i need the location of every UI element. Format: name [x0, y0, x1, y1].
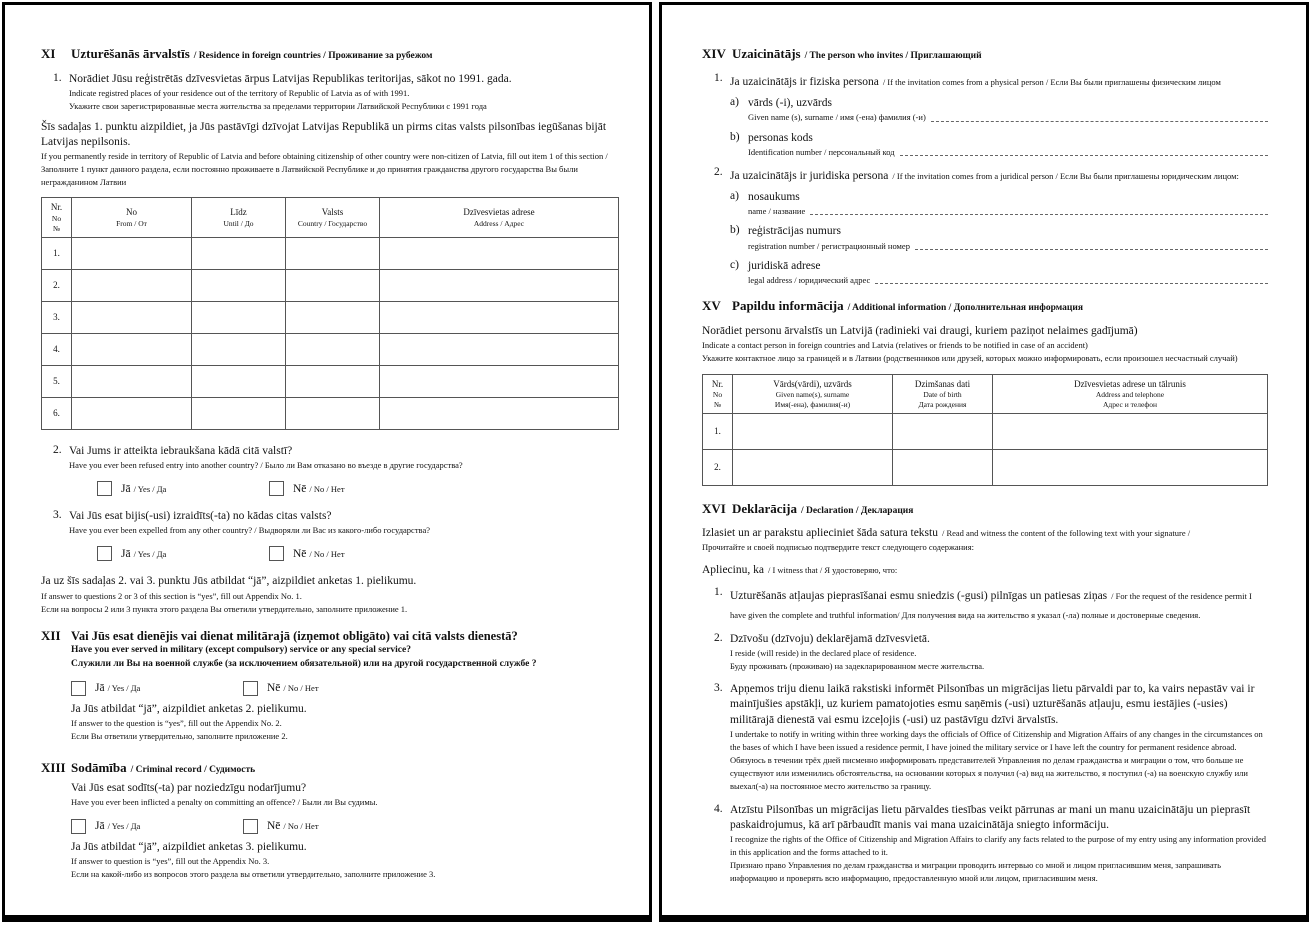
no-option — [243, 819, 415, 834]
decl-4-number: 4. — [714, 802, 723, 815]
yes-option — [71, 681, 243, 696]
xii-title-lv: Vai Jūs esat dienējis vai dienat militārajā (izņemot obligāto) vai citā valsts dienestā? — [71, 628, 518, 643]
xi-item-1-en: Indicate registred places of your residence out of the territory of Republic of Latvia as of with 1991. — [69, 88, 410, 99]
field-label-lv: reģistrācijas numurs — [748, 225, 841, 238]
xi-note — [41, 574, 619, 616]
letter-b: b) — [730, 130, 740, 143]
cell-address[interactable] — [380, 397, 619, 429]
row-number: 1. — [42, 237, 72, 269]
xiii-options — [71, 819, 619, 834]
section-xi-title: Uzturēšanās ārvalstīs / Residence in foreign countries / Проживание за рубежом — [71, 46, 433, 61]
xv-paragraph-en: Indicate a contact person in foreign countries and Latvia (relatives or friends to be notified in case of an accident) — [702, 340, 1088, 351]
field-label-sub: legal address / юридический адрес — [748, 274, 871, 285]
decl-1-sub: / For the request of the residence permit I have given the complete and truthful information/ Для получения вида на жительство я указал (-ла) полные и достоверные сведения. — [730, 591, 1252, 620]
field-label-lv: juridiskā adrese — [748, 259, 821, 272]
decl-1-number: 1. — [714, 586, 723, 599]
xii-title-ru: Служили ли Вы на военной службе (за исключением обязательной) или на другой государственной службе ? — [71, 658, 537, 669]
section-xvi-number: XVI — [702, 500, 726, 516]
xiii-note — [71, 840, 619, 882]
xv-paragraph-lv: Norādiet personu ārvalstīs un Latvijā (radinieki vai draugi, kuriem paziņot nelaimes gadījumā) — [702, 325, 1138, 338]
yes-label: Jā — [95, 820, 105, 833]
decl-3-number: 3. — [714, 682, 723, 695]
section-xiii-heading — [41, 759, 619, 893]
xi-note-en: If answer to questions 2 or 3 of this section is “yes”, fill out Appendix No. 1. — [41, 590, 302, 601]
xiv-item-2-title: Ja uzaicinātājs ir juridiska persona / If the invitation comes from a juridical person / Если Вы были приглашены юридическим лицом: — [730, 169, 1239, 182]
xiv-item-1 — [702, 72, 1268, 159]
checkbox-no[interactable] — [269, 546, 284, 561]
xiv-field-name — [730, 96, 1268, 124]
row-number: 2. — [42, 269, 72, 301]
xi-note-ru: Если на вопросы 2 или 3 пункта этого раздела Вы ответили утвердительно, заполните приложение 1. — [41, 603, 408, 614]
no-label-sub: / No / Нет — [283, 821, 319, 832]
xiv-item-2-number: 2. — [714, 165, 723, 178]
xi-question-2 — [41, 444, 619, 502]
xi-q2-sub: Have you ever been refused entry into another country? / Было ли Вам отказано во въезде в другие государства? — [69, 459, 463, 470]
page-left-content — [5, 5, 649, 893]
xi-q3-lv: Vai Jūs esat bijis(-usi) izraidīts(-ta) no kādas citas valsts? — [69, 510, 332, 523]
cell-name[interactable] — [733, 413, 893, 449]
xi-q3-sub: Have you ever been expelled from any other country? / Выдворяли ли Вас из какого-либо государства? — [69, 525, 430, 536]
table-row — [42, 333, 619, 365]
cell-country[interactable] — [286, 333, 380, 365]
row-number: 5. — [42, 365, 72, 397]
section-xv-heading — [702, 297, 1268, 315]
declaration-item-4 — [702, 803, 1268, 886]
checkbox-yes[interactable] — [97, 546, 112, 561]
xi-q3-number: 3. — [53, 509, 62, 522]
cell-address[interactable] — [380, 237, 619, 269]
letter-a: a) — [730, 190, 739, 203]
decl-1-lv: Uzturēšanās atļaujas pieprasīšanai esmu sniedzis (-gusi) pilnīgas un patiesas ziņas — [730, 590, 1108, 603]
xiv-item-1-title: Ja uzaicinātājs ir fiziska persona / If the invitation comes from a physical person / Если Вы были приглашены физическим лицом — [730, 76, 1221, 88]
cell-dob[interactable] — [893, 449, 993, 485]
cell-address[interactable] — [380, 269, 619, 301]
no-label: Nē — [293, 547, 307, 560]
xiii-note-en: If answer to question is “yes”, fill out the Appendix No. 3. — [71, 855, 270, 866]
cell-country[interactable] — [286, 301, 380, 333]
no-label-sub: / No / Нет — [283, 683, 319, 694]
xi-item-1-ru: Укажите свои зарегистрированные места жительства за пределами территории Латвийской Республики с 1991 года — [69, 101, 487, 112]
no-label: Nē — [267, 682, 281, 695]
cell-address-phone[interactable] — [993, 449, 1268, 485]
col-header-until: Līdz Until / До — [192, 198, 286, 237]
checkbox-yes[interactable] — [97, 481, 112, 496]
table-row — [42, 365, 619, 397]
cell-from[interactable] — [72, 269, 192, 301]
section-xvi-title: Deklarācija / Declaration / Декларация — [732, 500, 914, 516]
contact-table-header-row — [703, 374, 1268, 413]
section-xi-heading — [41, 45, 619, 63]
registration-number-input-line[interactable] — [915, 248, 1268, 250]
table-row — [703, 449, 1268, 485]
page-left — [2, 2, 652, 922]
xiv-field-legal-address — [730, 259, 1268, 287]
table-row — [42, 237, 619, 269]
xi-q2-lv: Vai Jums ir atteikta iebraukšana kādā citā valstī? — [69, 444, 293, 457]
cell-country[interactable] — [286, 397, 380, 429]
row-number: 4. — [42, 333, 72, 365]
field-label-lv: personas kods — [748, 131, 813, 144]
yes-label: Jā — [121, 547, 131, 560]
decl-4-lv: Atzīstu Pilsonības un migrācijas lietu pārvaldes tiesības veikt pārrunas ar mani un manu uzaicinātāju un pieprasīt paskaidrojumus, kā arī pārbaudīt manis vai mana uzaicinātāja sniegto informāciju. — [730, 803, 1251, 831]
cell-address[interactable] — [380, 365, 619, 397]
no-label: Nē — [267, 820, 281, 833]
no-option — [269, 546, 441, 561]
section-xiii-body — [71, 759, 619, 893]
yes-option — [71, 819, 243, 834]
page-right-content — [662, 5, 1306, 886]
xi-item-1 — [41, 72, 619, 114]
row-number: 6. — [42, 397, 72, 429]
field-label-lv: nosaukums — [748, 191, 800, 204]
xiv-item-2 — [702, 166, 1268, 287]
checkbox-no[interactable] — [243, 681, 258, 696]
residence-table-header-row — [42, 198, 619, 237]
yes-option — [97, 481, 269, 496]
cell-dob[interactable] — [893, 413, 993, 449]
letter-b: b) — [730, 224, 740, 237]
decl-2-ru: Буду проживать (проживаю) на задекларированном месте жительства. — [730, 661, 985, 671]
xii-note-lv: Ja Jūs atbildat “jā”, aizpildiet anketas 2. pielikumu. — [71, 702, 307, 715]
cell-until[interactable] — [192, 397, 286, 429]
xiii-q-sub: Have you ever been inflicted a penalty on committing an offence? / Были ли Вы судимы. — [71, 797, 378, 808]
section-xv-title: Papildu informācija / Additional information / Дополнительная информация — [732, 298, 1083, 314]
cell-from[interactable] — [72, 333, 192, 365]
xiv-field-company-name — [730, 190, 1268, 218]
col-header-nr: Nr. No № — [42, 198, 72, 237]
no-label: Nē — [293, 482, 307, 495]
yes-label: Jā — [121, 482, 131, 495]
col-header-address-phone: Dzīvesvietas adrese un tālrunis Address and telephone Адрес и телефон — [993, 374, 1268, 413]
checkbox-yes[interactable] — [71, 819, 86, 834]
xi-intro-lv: Šīs sadaļas 1. punktu aizpildiet, ja Jūs pastāvīgi dzīvojat Latvijas Republikā un pirms citas valsts pilsonības iegūšanas bijāt Latvijas nepilsonis. — [41, 120, 607, 148]
xi-item-1-lv: Norādiet Jūsu reģistrētās dzīvesvietas ārpus Latvijas Republikas teritorijas, sākot no 1991. gada. — [69, 73, 512, 85]
decl-4-en: I recognize the rights of the Office of Citizenship and Migration Affairs to clarify any facts related to the purpose of my entry using any information provided in this application and the forms attached to it. — [730, 833, 1266, 858]
xiii-title: Sodāmība / Criminal record / Судимость — [71, 760, 256, 776]
decl-3-lv: Apņemos triju dienu laikā rakstiski informēt Pilsonības un migrācijas lietu pārvaldi par to, ka vairs nepastāv vai ir mainījušies apstākļi, uz kuriem pamatojoties esmu saņēmis (-usi) uzturēšanās atļauju, esmu iestājies (-usies) militārajā dienestā vai esmu izceļojis (-usi) uz pastāvīgu dzīvi ārvalstīs. — [730, 683, 1255, 726]
cell-until[interactable] — [192, 365, 286, 397]
personal-code-input-line[interactable] — [900, 154, 1268, 156]
section-xi-number: XI — [41, 46, 56, 61]
decl-2-lv: Dzīvošu (dzīvoju) deklarējamā dzīvesvietā. — [730, 632, 930, 645]
decl-3-ru: Обязуюсь в течении трёх дней писменно информировать представителей Управления по делам гражданства и миграции о том, что больше не существуют или изменились обстоятельства, на основании которых я получил (-а) вид на жительство, я поступил (-а) на военскую службу или выехал(-а) на постоянное место жительство за границу. — [730, 755, 1248, 792]
checkbox-no[interactable] — [269, 481, 284, 496]
cell-address[interactable] — [380, 333, 619, 365]
yes-label-sub: / Yes / Да — [133, 483, 167, 494]
checkbox-no[interactable] — [243, 819, 258, 834]
xii-note-en: If answer to the question is “yes”, fill out the Appendix No. 2. — [71, 717, 282, 728]
decl-4-ru: Признаю право Управления по делам гражданства и миграции проводить интервью со мной и лицом пригласившим меня, запрашивать информацию и проверять всю информацию, предоставленную мной или лицом, пригласившим меня. — [730, 860, 1221, 884]
cell-country[interactable] — [286, 269, 380, 301]
field-label-sub: name / название — [748, 206, 806, 217]
yes-label-sub: / Yes / Да — [133, 548, 167, 559]
cell-from[interactable] — [72, 397, 192, 429]
col-header-address: Dzīvesvietas adrese Address / Адрес — [380, 198, 619, 237]
xiv-field-registration-number — [730, 224, 1268, 252]
contact-person-table — [702, 374, 1268, 486]
yes-label-sub: / Yes / Да — [107, 683, 141, 694]
xi-q3-options — [69, 546, 619, 561]
cell-from[interactable] — [72, 237, 192, 269]
company-name-input-line[interactable] — [810, 213, 1268, 215]
table-row — [42, 269, 619, 301]
cell-until[interactable] — [192, 333, 286, 365]
cell-name[interactable] — [733, 449, 893, 485]
declaration-item-2 — [702, 632, 1268, 674]
yes-option — [97, 546, 269, 561]
section-xiii-number: XIII — [41, 760, 66, 776]
cell-address-phone[interactable] — [993, 413, 1268, 449]
section-xvi-heading — [702, 500, 1268, 518]
xvi-intro: Izlasiet un ar parakstu aplieciniet šāda satura tekstu / Read and witness the content of the following text with your signature / — [702, 526, 1191, 539]
table-row — [42, 301, 619, 333]
cell-address[interactable] — [380, 301, 619, 333]
no-label-sub: / No / Нет — [309, 548, 345, 559]
field-label-lv: vārds (-i), uzvārds — [748, 97, 832, 110]
given-name-input-line[interactable] — [931, 120, 1268, 122]
xiv-item-1-number: 1. — [714, 72, 723, 84]
cell-until[interactable] — [192, 301, 286, 333]
section-xiv-title: Uzaicinātājs / The person who invites / Приглашающий — [732, 46, 982, 61]
yes-label: Jā — [95, 682, 105, 695]
xiii-note-ru: Если на какой-либо из вопросов этого раздела вы ответили утвердительно, заполните приложение 3. — [71, 868, 436, 879]
section-xiv-number: XIV — [702, 46, 726, 61]
section-xii-body — [71, 628, 619, 755]
checkbox-yes[interactable] — [71, 681, 86, 696]
xiii-q-lv: Vai Jūs esat sodīts(-ta) par noziedzīgu nodarījumu? — [71, 782, 307, 795]
xvi-witness-line: Apliecinu, ka / I witness that / Я удостоверяю, что: — [702, 564, 898, 577]
xi-q2-number: 2. — [53, 443, 62, 456]
declaration-item-1 — [702, 586, 1268, 622]
row-number: 2. — [703, 449, 733, 485]
xii-note-ru: Если Вы ответили утвердительно, заполните приложение 2. — [71, 731, 288, 742]
cell-country[interactable] — [286, 365, 380, 397]
no-option — [269, 481, 441, 496]
table-row — [703, 413, 1268, 449]
col-header-nr: Nr. No № — [703, 374, 733, 413]
xiv-field-personal-code — [730, 131, 1268, 159]
xii-title-en: Have you ever served in military (except compulsory) service or any special service? — [71, 645, 411, 656]
cell-from[interactable] — [72, 365, 192, 397]
section-xii-heading — [41, 628, 619, 755]
xi-note-lv: Ja uz šīs sadaļas 2. vai 3. punktu Jūs atbildat “jā”, aizpildiet anketas 1. pielikumu. — [41, 575, 417, 588]
cell-country[interactable] — [286, 237, 380, 269]
decl-2-number: 2. — [714, 631, 723, 644]
no-label-sub: / No / Нет — [309, 483, 345, 494]
decl-2-en: I reside (will reside) in the declared place of residence. — [730, 647, 917, 658]
xii-note — [71, 702, 619, 744]
yes-label-sub: / Yes / Да — [107, 821, 141, 832]
row-number: 1. — [703, 413, 733, 449]
letter-c: c) — [730, 258, 739, 271]
xiii-note-lv: Ja Jūs atbildat “jā”, aizpildiet anketas 3. pielikumu. — [71, 840, 307, 853]
section-xii-number: XII — [41, 627, 61, 643]
xv-paragraph-ru: Укажите контактное лицо за границей и в Латвии (родственников или друзей, которых можно информировать, если произошел несчастный случай) — [702, 353, 1238, 364]
xi-item-1-number: 1. — [53, 72, 62, 84]
col-header-dob: Dzimšanas dati Date of birth Дата рождения — [893, 374, 993, 413]
xi-intro-sub: If you permanently reside in territory of Republic of Latvia and before obtaining citizenship of other country were non-citizen of Latvia, fill out item 1 of this section / Заполните 1 пункт данного раздела, если постоянно проживаете в Латвийской Республике и до принятия гражданства другого государства Вы были негражданином Латвии — [41, 150, 608, 188]
row-number: 3. — [42, 301, 72, 333]
field-label-sub: Given name (s), surname / имя (-ена) фамилия (-и) — [748, 112, 926, 123]
field-label-sub: registration number / регистрационный номер — [748, 240, 910, 251]
xi-question-3 — [41, 509, 619, 567]
xvi-intro-ru: Прочитайте и своей подписью подтвердите текст следующего содержания: — [702, 542, 974, 553]
xii-options — [71, 681, 619, 696]
cell-from[interactable] — [72, 301, 192, 333]
col-header-country: Valsts Country / Государство — [286, 198, 380, 237]
declaration-item-3 — [702, 682, 1268, 793]
letter-a: a) — [730, 96, 739, 109]
table-row — [42, 397, 619, 429]
no-option — [243, 681, 415, 696]
decl-3-en: I undertake to notify in writing within three working days the officials of Office of Citizenship and Migration Affairs of any changes in the circumstances on the bases of which I have been issued a residence permit, I have joined the military service or I have left the country for permanent residence abroad. — [730, 728, 1263, 752]
field-label-sub: Identification number / персональный код — [748, 146, 895, 157]
cell-until[interactable] — [192, 237, 286, 269]
section-xv-number: XV — [702, 298, 721, 314]
residence-table — [41, 197, 619, 429]
xi-q2-options — [69, 481, 619, 496]
col-header-name: Vārds(vārdi), uzvārds Given name(s), surname Имя(-ена), фамилия(-и) — [733, 374, 893, 413]
col-header-from: No From / От — [72, 198, 192, 237]
legal-address-input-line[interactable] — [875, 282, 1268, 284]
section-xiv-heading — [702, 45, 1268, 63]
cell-until[interactable] — [192, 269, 286, 301]
page-right — [659, 2, 1309, 922]
